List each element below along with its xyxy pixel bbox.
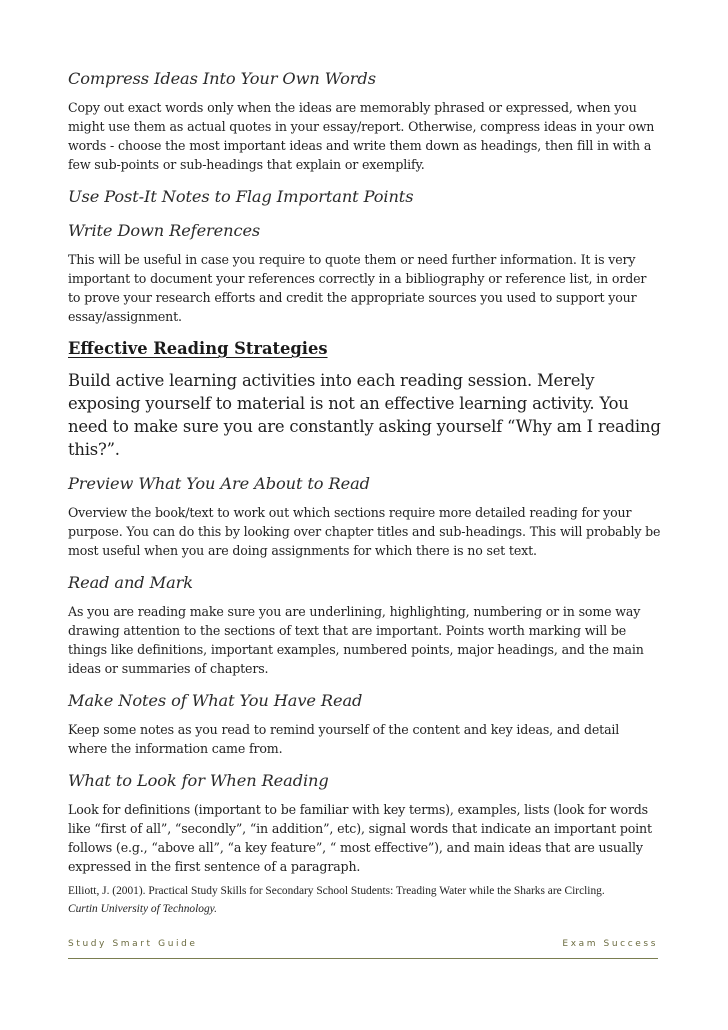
- footer-section-title: Exam Success: [562, 939, 658, 949]
- citation-institution: Curtin University of Technology.: [68, 903, 217, 915]
- heading-post-it-notes: Use Post-It Notes to Flag Important Points: [68, 187, 414, 206]
- lead-paragraph-reading-strategies: Build active learning activities into each reading session. Merely exposing yourself to material is not an effective learning activity. You need to make sure you are constantly asking yourself “Why am I reading this?”.: [68, 371, 661, 459]
- paragraph-write-down-references: This will be useful in case you require to quote them or need further information. It is very important to document your references correctly in a bibliography or reference list, in order to prove your research efforts and credit the appropriate sources you used to support your essay/assignment.: [68, 252, 647, 324]
- section-title-effective-reading: Effective Reading Strategies: [68, 339, 328, 358]
- paragraph-read-and-mark: As you are reading make sure you are underlining, highlighting, numbering or in some way drawing attention to the sections of text that are important. Points worth marking will be things like definitions, important examples, numbered points, major headings, and the main ideas or summaries of chapters.: [68, 604, 644, 676]
- paragraph-make-notes: Keep some notes as you read to remind yourself of the content and key ideas, and detail where the information came from.: [68, 722, 620, 756]
- footer-guide-title: Study Smart Guide: [68, 939, 198, 949]
- paragraph-compress-ideas: Copy out exact words only when the ideas are memorably phrased or expressed, when you might use them as actual quotes in your essay/report. Otherwise, compress ideas in your own words - choose the most important ideas and write them down as headings, then fill in with a few sub-points or sub-headings that explain or exemplify.: [68, 100, 655, 172]
- heading-make-notes: Make Notes of What You Have Read: [68, 691, 363, 710]
- heading-read-and-mark: Read and Mark: [68, 573, 193, 592]
- heading-preview: Preview What You Are About to Read: [68, 474, 370, 493]
- heading-write-down-references: Write Down References: [68, 221, 261, 240]
- citation: [68, 882, 662, 918]
- paragraph-preview: Overview the book/text to work out which sections require more detailed reading for your purpose. You can do this by looking over chapter titles and sub-headings. This will probably be most useful when you are doing assignments for which there is no set text.: [68, 505, 661, 558]
- citation-text: Elliott, J. (2001). Practical Study Skills for Secondary School Students: Treading Water while the Sharks are Circling.: [68, 885, 605, 897]
- heading-what-to-look-for: What to Look for When Reading: [68, 771, 329, 790]
- footer-divider: [68, 958, 658, 959]
- heading-compress-ideas: Compress Ideas Into Your Own Words: [68, 69, 376, 88]
- page-content: [68, 68, 662, 918]
- paragraph-what-to-look-for: Look for definitions (important to be familiar with key terms), examples, lists (look for words like “first of all”, “secondly”, “in addition”, etc), signal words that indicate an important point follows (e.g., “above all”, “a key feature”, “ most effective”), and main ideas that are usually expressed in the first sentence of a paragraph.: [68, 802, 652, 874]
